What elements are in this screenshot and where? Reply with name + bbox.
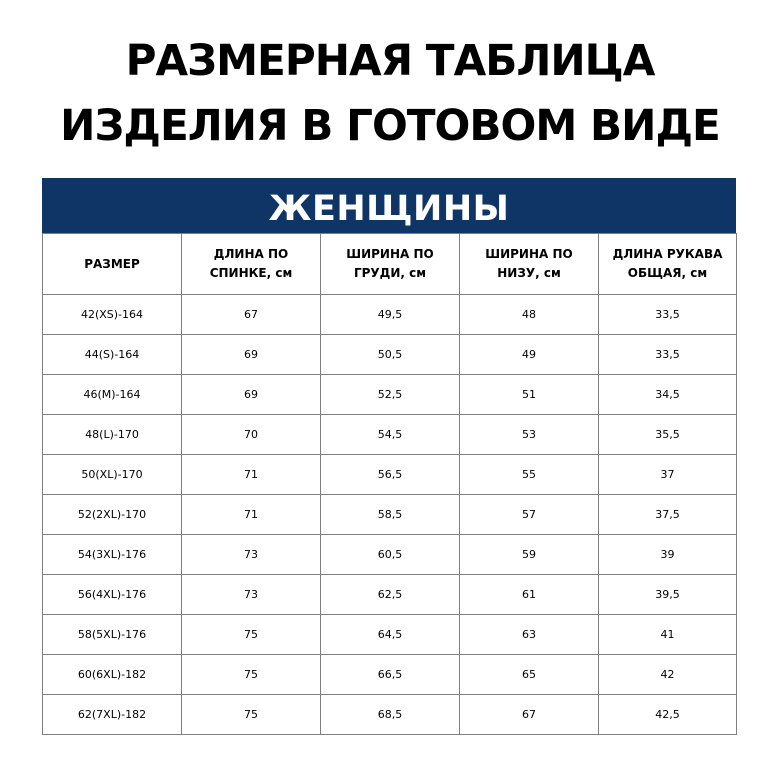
cell-back-length: 73 — [182, 535, 321, 575]
cell-sleeve-length: 35,5 — [599, 415, 737, 455]
column-header-sleeve-length-line-2: ОБЩАЯ, см — [627, 266, 708, 280]
cell-size: 54(3XL)-176 — [43, 535, 182, 575]
cell-sleeve-length: 39 — [599, 535, 737, 575]
table-row — [43, 535, 737, 575]
cell-size: 48(L)-170 — [43, 415, 182, 455]
column-header-sleeve-length — [599, 234, 737, 295]
cell-size: 52(2XL)-170 — [43, 495, 182, 535]
table-row — [43, 695, 737, 735]
cell-sleeve-length: 34,5 — [599, 375, 737, 415]
table-header-row — [43, 234, 737, 295]
cell-bottom-width: 59 — [460, 535, 599, 575]
cell-back-length: 67 — [182, 295, 321, 335]
table-row — [43, 615, 737, 655]
table-row — [43, 375, 737, 415]
table-row — [43, 335, 737, 375]
column-header-back-length — [182, 234, 321, 295]
table-row — [43, 415, 737, 455]
table-row — [43, 295, 737, 335]
cell-size: 62(7XL)-182 — [43, 695, 182, 735]
cell-sleeve-length: 41 — [599, 615, 737, 655]
table-row — [43, 495, 737, 535]
cell-chest-width: 56,5 — [321, 455, 460, 495]
cell-sleeve-length: 37,5 — [599, 495, 737, 535]
cell-bottom-width: 51 — [460, 375, 599, 415]
column-header-chest-width-line-2: ГРУДИ, см — [353, 266, 427, 280]
cell-chest-width: 52,5 — [321, 375, 460, 415]
cell-sleeve-length: 37 — [599, 455, 737, 495]
size-table — [42, 233, 737, 735]
column-header-sleeve-length-line-1: ДЛИНА РУКАВА — [612, 247, 723, 261]
page-title-line-1: РАЗМЕРНАЯ ТАБЛИЦА — [125, 36, 655, 86]
cell-size: 56(4XL)-176 — [43, 575, 182, 615]
table-row — [43, 655, 737, 695]
column-header-size — [43, 234, 182, 295]
table-row — [43, 575, 737, 615]
cell-bottom-width: 55 — [460, 455, 599, 495]
column-header-bottom-width-line-1: ШИРИНА ПО — [485, 247, 573, 261]
cell-bottom-width: 63 — [460, 615, 599, 655]
cell-back-length: 71 — [182, 495, 321, 535]
cell-bottom-width: 53 — [460, 415, 599, 455]
cell-chest-width: 50,5 — [321, 335, 460, 375]
cell-back-length: 75 — [182, 695, 321, 735]
cell-back-length: 69 — [182, 335, 321, 375]
cell-size: 58(5XL)-176 — [43, 615, 182, 655]
cell-chest-width: 60,5 — [321, 535, 460, 575]
cell-sleeve-length: 33,5 — [599, 335, 737, 375]
cell-sleeve-length: 42,5 — [599, 695, 737, 735]
column-header-bottom-width-line-2: НИЗУ, см — [497, 266, 561, 280]
cell-back-length: 75 — [182, 655, 321, 695]
cell-back-length: 71 — [182, 455, 321, 495]
column-header-chest-width — [321, 234, 460, 295]
size-chart — [42, 178, 736, 735]
cell-size: 50(XL)-170 — [43, 455, 182, 495]
table-banner: ЖЕНЩИНЫ — [42, 178, 736, 233]
cell-size: 42(XS)-164 — [43, 295, 182, 335]
cell-bottom-width: 49 — [460, 335, 599, 375]
cell-sleeve-length: 39,5 — [599, 575, 737, 615]
cell-chest-width: 54,5 — [321, 415, 460, 455]
cell-bottom-width: 48 — [460, 295, 599, 335]
column-header-size-text: РАЗМЕР — [84, 256, 140, 271]
column-header-bottom-width — [460, 234, 599, 295]
column-header-back-length-line-2: СПИНКЕ, см — [209, 266, 293, 280]
cell-size: 60(6XL)-182 — [43, 655, 182, 695]
cell-sleeve-length: 33,5 — [599, 295, 737, 335]
cell-back-length: 75 — [182, 615, 321, 655]
cell-chest-width: 62,5 — [321, 575, 460, 615]
cell-bottom-width: 61 — [460, 575, 599, 615]
cell-back-length: 69 — [182, 375, 321, 415]
cell-back-length: 73 — [182, 575, 321, 615]
cell-chest-width: 58,5 — [321, 495, 460, 535]
table-row — [43, 455, 737, 495]
cell-back-length: 70 — [182, 415, 321, 455]
cell-chest-width: 64,5 — [321, 615, 460, 655]
column-header-chest-width-line-1: ШИРИНА ПО — [346, 247, 434, 261]
cell-bottom-width: 65 — [460, 655, 599, 695]
table-body — [43, 295, 737, 735]
cell-bottom-width: 67 — [460, 695, 599, 735]
cell-chest-width: 66,5 — [321, 655, 460, 695]
cell-size: 44(S)-164 — [43, 335, 182, 375]
column-header-back-length-line-1: ДЛИНА ПО — [213, 247, 289, 261]
cell-sleeve-length: 42 — [599, 655, 737, 695]
cell-size: 46(M)-164 — [43, 375, 182, 415]
cell-bottom-width: 57 — [460, 495, 599, 535]
cell-chest-width: 68,5 — [321, 695, 460, 735]
page-title-line-2: ИЗДЕЛИЯ В ГОТОВОМ ВИДЕ — [60, 101, 720, 151]
cell-chest-width: 49,5 — [321, 295, 460, 335]
